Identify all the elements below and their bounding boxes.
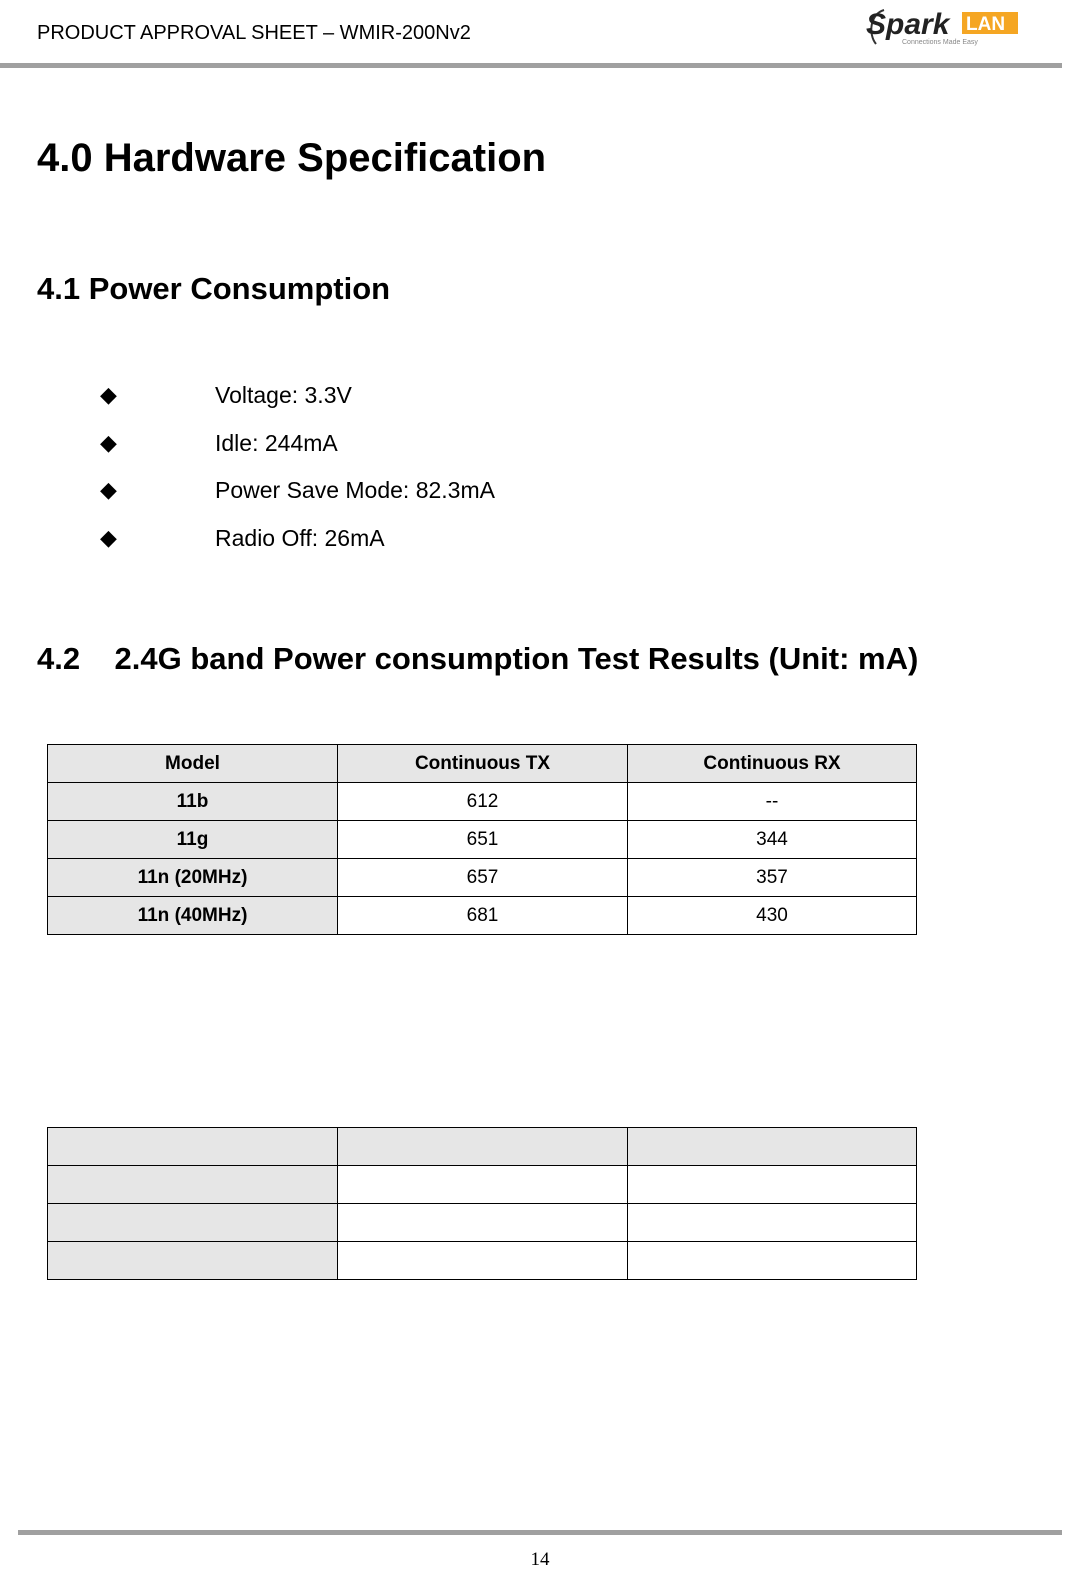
empty-header-cell (48, 1128, 338, 1166)
logo-spark-text: Spark (866, 8, 950, 41)
section-heading-test-results: 4.2 2.4G band Power consumption Test Results (Unit: mA) (37, 641, 919, 676)
model-cell: 11g (48, 821, 338, 859)
tx-cell: 612 (338, 783, 628, 821)
rx-cell: 344 (628, 821, 917, 859)
document-header-title: PRODUCT APPROVAL SHEET – WMIR-200Nv2 (37, 22, 471, 44)
footer-rule (18, 1530, 1062, 1535)
logo-tagline: Connections Made Easy (902, 39, 978, 46)
empty-table-row (48, 1242, 917, 1280)
diamond-bullet-icon: ◆ (100, 477, 117, 502)
page-number: 14 (530, 1549, 550, 1570)
tx-cell: 657 (338, 859, 628, 897)
empty-header-cell (338, 1128, 628, 1166)
power-item-text: Radio Off: 26mA (215, 524, 385, 551)
power-item-text: Voltage: 3.3V (215, 382, 352, 408)
tx-cell: 651 (338, 821, 628, 859)
column-header-model: Model (48, 745, 338, 783)
model-cell: 11n (20MHz) (48, 859, 338, 897)
tx-cell: 681 (338, 897, 628, 935)
empty-table (47, 1127, 917, 1280)
rx-cell: -- (628, 783, 917, 821)
sparklan-logo (862, 4, 1022, 48)
empty-cell (338, 1204, 628, 1242)
model-cell: 11n (40MHz) (48, 897, 338, 935)
section-heading-power-consumption: 4.1 Power Consumption (37, 271, 391, 306)
table-row (48, 821, 917, 859)
table-row (48, 897, 917, 935)
header-rule (0, 63, 1062, 68)
rx-cell: 357 (628, 859, 917, 897)
empty-label-cell (48, 1166, 338, 1204)
empty-cell (338, 1166, 628, 1204)
diamond-bullet-icon: ◆ (100, 382, 117, 407)
empty-cell (338, 1242, 628, 1280)
section-heading-hardware-spec: 4.0 Hardware Specification (37, 136, 547, 180)
empty-label-cell (48, 1242, 338, 1280)
rx-cell: 430 (628, 897, 917, 935)
power-item-text: Idle: 244mA (215, 429, 338, 456)
power-test-results-table (47, 744, 917, 935)
power-item-text: Power Save Mode: 82.3mA (215, 477, 495, 503)
table-row (48, 859, 917, 897)
empty-label-cell (48, 1204, 338, 1242)
diamond-bullet-icon: ◆ (100, 524, 117, 550)
empty-cell (628, 1204, 917, 1242)
model-cell: 11b (48, 783, 338, 821)
diamond-bullet-icon: ◆ (100, 429, 117, 455)
table-header-row (48, 745, 917, 783)
empty-table-header-row (48, 1128, 917, 1166)
column-header-continuous-tx: Continuous TX (338, 745, 628, 783)
logo-lan-text: LAN (966, 14, 1006, 35)
empty-header-cell (628, 1128, 917, 1166)
empty-cell (628, 1166, 917, 1204)
empty-cell (628, 1242, 917, 1280)
empty-table-row (48, 1166, 917, 1204)
table-row (48, 783, 917, 821)
empty-table-row (48, 1204, 917, 1242)
column-header-continuous-rx: Continuous RX (628, 745, 917, 783)
